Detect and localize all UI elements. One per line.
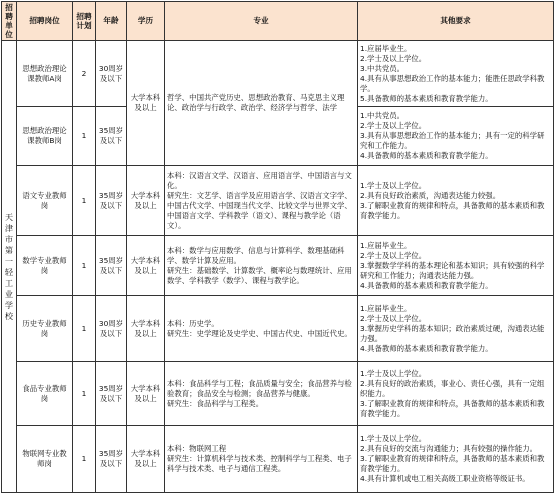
- age-cell: 30周岁及以下: [96, 296, 127, 362]
- header-unit: 招聘单位: [2, 2, 17, 41]
- education-cell: 大学本科及以上: [127, 296, 165, 362]
- requirement-line: 4.具备教师的基本素质和教育教学能力。: [360, 280, 493, 290]
- requirement-line: 2.具有良好的政治素质，事业心、责任心强，具有一定组织能力。: [360, 378, 545, 398]
- header-education: 学历: [127, 2, 165, 41]
- header-plan: 招聘计划: [73, 2, 96, 41]
- requirement-line: 4.具备教师的基本素质和教育教学能力。: [360, 151, 493, 160]
- major-line: 本科：食品科学与工程；食品质量与安全；食品营养与检验教育；食品安全与检测；食品营养与健康。: [167, 378, 352, 398]
- plan-cell: 1: [73, 166, 96, 236]
- major-line: 本科：数学与应用数学、信息与计算科学、数理基础科学、数学计算及应用。: [167, 245, 345, 265]
- major-line: 本科：历史学。: [167, 318, 219, 328]
- requirement-line: 1.学士及以上学位。: [360, 180, 427, 190]
- requirements-cell: [358, 296, 554, 362]
- table-row: [2, 166, 554, 236]
- age-cell: 35周岁及以下: [96, 362, 127, 426]
- table-row: [2, 41, 554, 107]
- education-cell: 大学本科及以上: [127, 41, 165, 166]
- age-cell: 30周岁及以下: [96, 41, 127, 107]
- requirements-cell: [358, 166, 554, 236]
- requirement-line: 4.具有计算机或电工相关高级工职业资格等级证书。: [360, 474, 530, 483]
- header-requirements: 其他要求: [358, 2, 554, 41]
- unit-name-cell: [2, 41, 17, 493]
- position-cell: 物联网专业教师岗: [17, 426, 73, 493]
- requirements-cell: [358, 426, 554, 493]
- major-line: 研究生：基础数学、计算数学、概率论与数理统计、应用数学、学科教学（数学）、课程与教学论。: [167, 265, 352, 285]
- requirement-line: 1.学士及以上学位。: [360, 434, 427, 443]
- requirement-line: 2.具有良好的交流与沟通能力；具有较强的操作能力。: [360, 444, 538, 453]
- plan-cell: 1: [73, 426, 96, 493]
- position-cell: 数学专业教师岗: [17, 236, 73, 296]
- major-cell: [165, 426, 358, 493]
- major-cell: [165, 41, 358, 166]
- table-row: [2, 426, 554, 493]
- major-line: 哲学、中国共产党历史、思想政治教育、马克思主义理论、政治学与行政学、政治学、经济学与哲学、法学: [167, 93, 345, 112]
- plan-cell: 1: [73, 107, 96, 166]
- requirement-line: 1.中共党员。: [360, 111, 405, 120]
- requirement-line: 2.学士及以上学位。: [360, 250, 427, 260]
- age-cell: 35周岁及以下: [96, 166, 127, 236]
- age-cell: 35周岁及以下: [96, 107, 127, 166]
- position-cell: 食品专业教师岗: [17, 362, 73, 426]
- unit-name: 天津市第一轻工业学校: [4, 211, 14, 321]
- major-line: 研究生：文艺学、语言学及应用语言学、汉语言文字学、中国古代文学、中国现当代文学、比较文学与世界文学、中国语言文学、学科教学（语文）、课程与教学论（语文）。: [167, 190, 352, 230]
- requirement-line: 2.学士及以上学位。: [360, 121, 427, 130]
- major-line: 研究生：计算机科学与技术类、控制科学与工程类、电子科学与技术类、电子与通信工程类。: [167, 454, 352, 473]
- requirement-line: 1.应届毕业生。: [360, 303, 412, 313]
- education-cell: 大学本科及以上: [127, 166, 165, 236]
- requirement-line: 3.具有从事思想政治工作的基本能力；具有一定的科学研究和工作能力。: [360, 131, 545, 150]
- header-position: 招聘岗位: [17, 2, 73, 41]
- requirement-line: 3.掌握历史学科的基本知识；政治素质过硬，沟通表达能力强。: [360, 323, 545, 343]
- position-cell: 历史专业教师岗: [17, 296, 73, 362]
- requirement-line: 2.学士及以上学位。: [360, 313, 427, 323]
- requirement-line: 3.了解职业教育的规律和特点，具备教师的基本素质和教育教学能力。: [360, 454, 545, 473]
- recruitment-table: [1, 1, 554, 493]
- plan-cell: 1: [73, 362, 96, 426]
- header-row: [2, 2, 554, 41]
- age-cell: 35周岁及以下: [96, 426, 127, 493]
- plan-cell: 1: [73, 236, 96, 296]
- requirement-line: 2.具有良好政治素质，沟通表达能力较强。: [360, 190, 501, 200]
- major-cell: [165, 296, 358, 362]
- requirement-line: 5.具备教师的基本素质和教育教学能力。: [360, 93, 493, 103]
- education-cell: 大学本科及以上: [127, 426, 165, 493]
- requirements-cell: [358, 362, 554, 426]
- major-cell: [165, 236, 358, 296]
- requirement-line: 1.学士及以上学位。: [360, 368, 427, 378]
- major-cell: [165, 166, 358, 236]
- requirements-cell: [358, 107, 554, 166]
- requirement-line: 4.具备教师的基本素质和教育教学能力。: [360, 343, 493, 353]
- position-cell: 语文专业教师岗: [17, 166, 73, 236]
- major-line: 研究生：食品科学与工程类。: [167, 398, 264, 408]
- requirement-line: 3.了解职业教育的规律和特点，具备教师的基本素质和教育教学能力。: [360, 200, 545, 220]
- major-cell: [165, 362, 358, 426]
- plan-cell: 1: [73, 296, 96, 362]
- header-age: 年龄: [96, 2, 127, 41]
- major-line: 本科：汉语言文学、汉语言、应用语言学、中国语言与文化。: [167, 170, 352, 190]
- requirements-cell: [358, 41, 554, 107]
- table-row: [2, 236, 554, 296]
- education-cell: 大学本科及以上: [127, 362, 165, 426]
- plan-cell: 2: [73, 41, 96, 107]
- requirement-line: 3.中共党员。: [360, 63, 405, 73]
- requirement-line: 2.学士及以上学位。: [360, 53, 427, 63]
- requirement-line: 4.具有从事思想政治工作的基本能力；能胜任思政学科教学。: [360, 73, 545, 93]
- position-cell: 思想政治理论课教师A岗: [17, 41, 73, 107]
- table-row: [2, 296, 554, 362]
- requirement-line: 1.应届毕业生。: [360, 43, 412, 53]
- requirement-line: 3.掌握数学学科的基本理论和基本知识；具有较强的科学研究和工作能力；沟通表达能力强。: [360, 260, 545, 280]
- requirements-cell: [358, 236, 554, 296]
- major-line: 本科：物联网工程: [167, 444, 227, 453]
- position-cell: 思想政治理论课教师B岗: [17, 107, 73, 166]
- requirement-line: 1.应届毕业生。: [360, 240, 412, 250]
- age-cell: 35周岁及以下: [96, 236, 127, 296]
- education-cell: 大学本科及以上: [127, 236, 165, 296]
- header-major: 专业: [165, 2, 358, 41]
- table-row: [2, 362, 554, 426]
- major-line: 研究生：史学理论及史学史、中国古代史、中国近代史。: [167, 328, 352, 338]
- requirement-line: 3.了解职业教育的规律和特点，具备教师的基本素质和教育教学能力。: [360, 398, 545, 418]
